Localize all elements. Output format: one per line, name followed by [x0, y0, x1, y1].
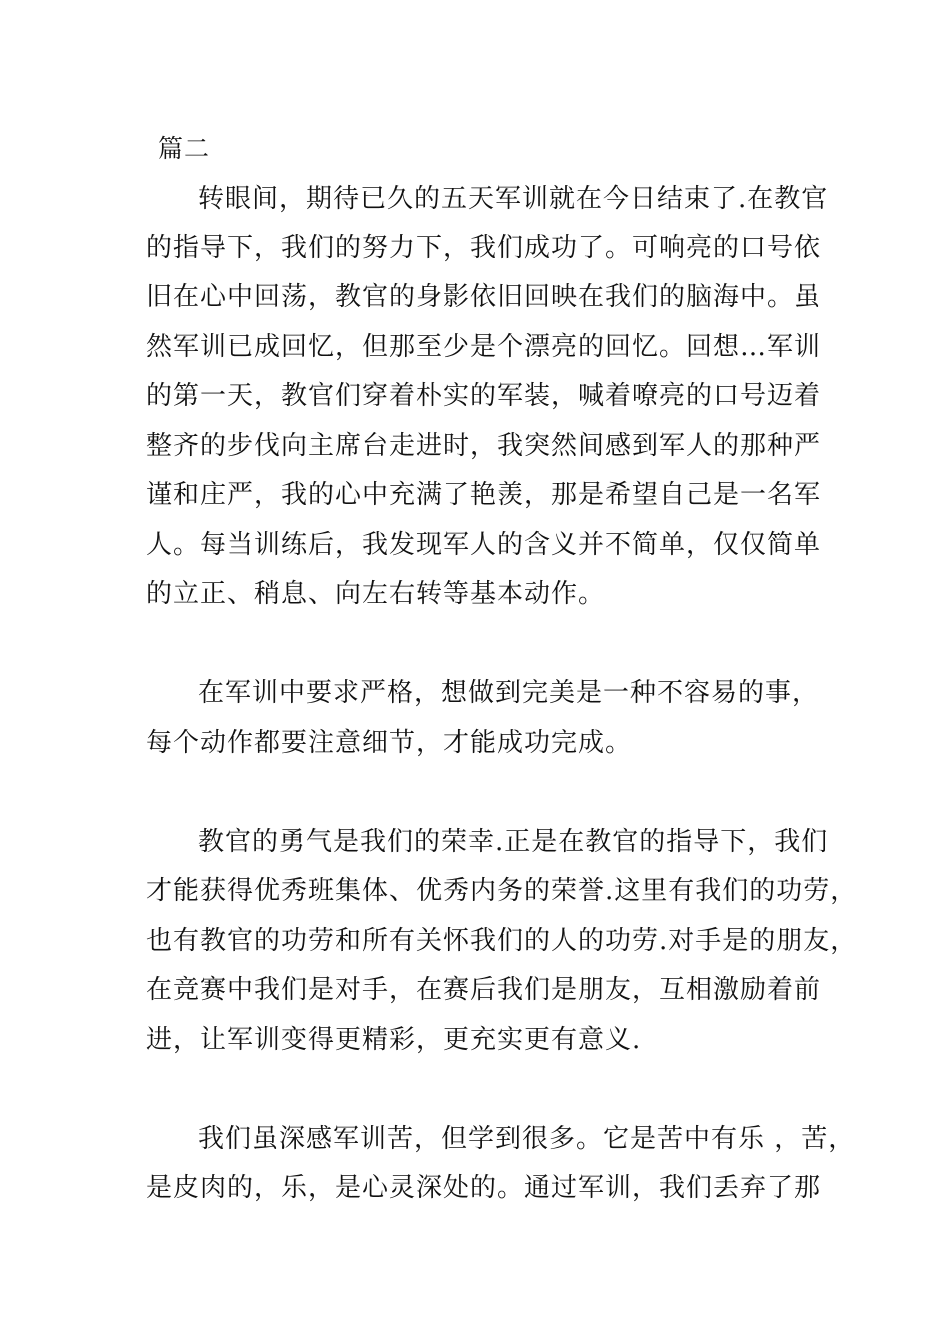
paragraph-line: 是皮肉的，乐，是心灵深处的。通过军训，我们丢弃了那 [146, 1173, 822, 1203]
paragraph-line: 每个动作都要注意细节，才能成功完成。 [146, 728, 633, 758]
paragraph-line: 然军训已成回忆，但那至少是个漂亮的回忆。回想…军训 [146, 332, 822, 362]
paragraph-line: 也有教官的功劳和所有关怀我们的人的功劳.对手是的朋友， [146, 926, 858, 956]
paragraph-line: 旧在心中回荡，教官的身影依旧回映在我们的脑海中。虽 [146, 282, 822, 312]
paragraph-line: 的第一天，教官们穿着朴实的军装，喊着嘹亮的口号迈着 [146, 381, 822, 411]
paragraph-line: 的指导下，我们的努力下，我们成功了。可响亮的口号依 [146, 233, 822, 263]
paragraph-line: 转眼间，期待已久的五天军训就在今日结束了.在教官 [198, 184, 829, 214]
paragraph-line: 在竞赛中我们是对手，在赛后我们是朋友，互相激励着前 [146, 975, 822, 1005]
section-heading: 篇二 [158, 134, 211, 163]
paragraph-line: 教官的勇气是我们的荣幸.正是在教官的指导下，我们 [198, 827, 829, 857]
paragraph-line: 谨和庄严，我的心中充满了艳羡，那是希望自己是一名军 [146, 480, 822, 510]
paragraph-line: 进，让军训变得更精彩，更充实更有意义. [146, 1025, 642, 1055]
paragraph-line: 整齐的步伐向主席台走进时，我突然间感到军人的那种严 [146, 431, 822, 461]
paragraph-line: 在军训中要求严格，想做到完美是一种不容易的事， [198, 678, 820, 708]
paragraph-line: 我们虽深感军训苦，但学到很多。它是苦中有乐 ，苦， [198, 1124, 856, 1154]
paragraph-line: 才能获得优秀班集体、优秀内务的荣誉.这里有我们的功劳， [146, 876, 858, 906]
paragraph-line: 的立正、稍息、向左右转等基本动作。 [146, 579, 606, 609]
paragraph-line: 人。每当训练后，我发现军人的含义并不简单，仅仅简单 [146, 530, 822, 560]
